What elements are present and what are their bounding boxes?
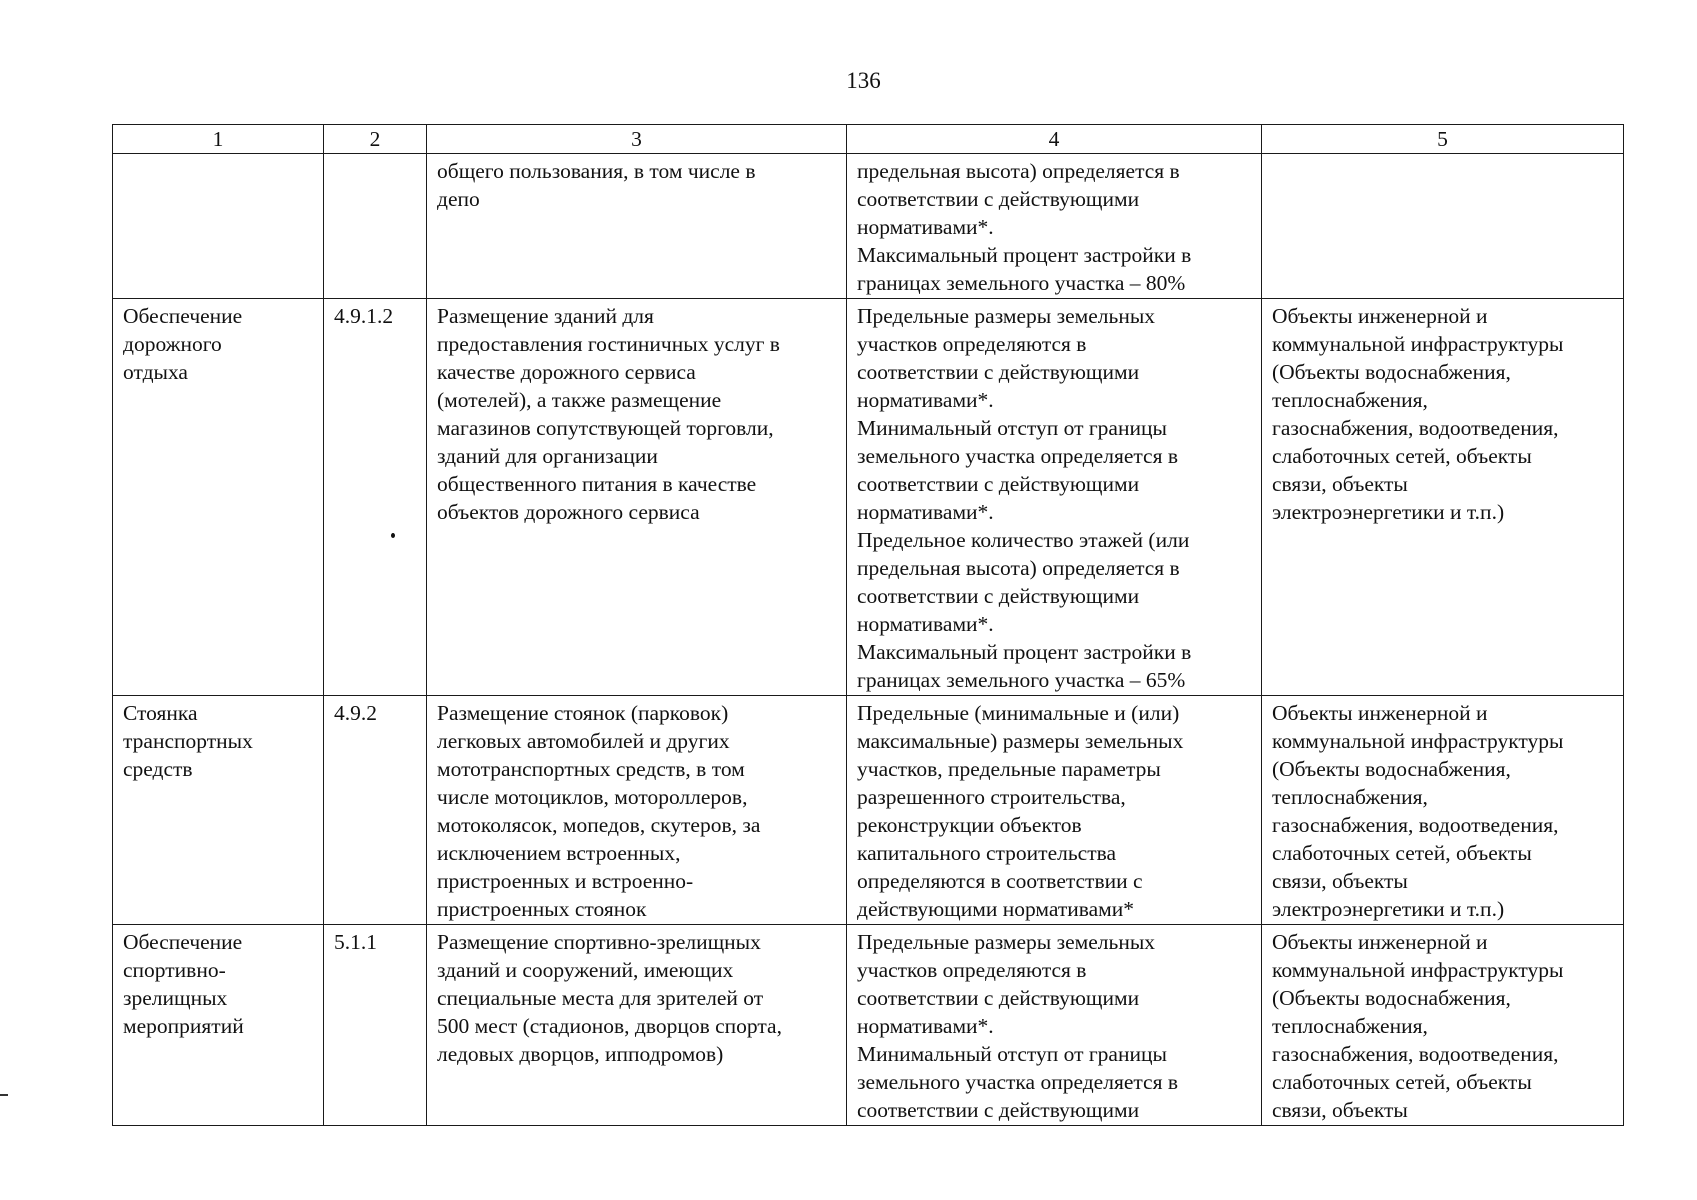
use-description: Размещение стоянок (парковок) легковых автомобилей и других мототранспортных средств, в том числе мотоциклов, мотороллеров, мотоколясок, мопедов, скутеров, за исключением встроенных, пристроенных и встроенно- пристроенных стоянок [437,701,761,921]
use-code-cell [324,154,427,299]
table-row [113,154,1624,299]
use-parameters-cell [847,154,1262,299]
scan-dot-mark [391,533,395,538]
use-name-cell [113,925,324,1126]
use-infrastructure-cell [1262,154,1624,299]
use-code: 5.1.1 [334,930,377,954]
use-parameters: Предельные размеры земельных участков определяются в соответствии с действующими нормативами*. Минимальный отступ от границы земельного участка определяется в соответствии с действующими [857,930,1178,1122]
use-parameters-cell [847,299,1262,696]
use-parameters: Предельные размеры земельных участков определяются в соответствии с действующими нормативами*. Минимальный отступ от границы земельного участка определяется в соответствии с действующими нормативами*. Предельное количество этажей (или предельная высота) определяется в соответствии с действующими нормативами*. Максимальный процент застройки в границах земельного участка – 65% [857,304,1192,692]
column-header-2: 2 [324,125,427,154]
use-description: Размещение спортивно-зрелищных зданий и сооружений, имеющих специальные места для зрителей от 500 мест (стадионов, дворцов спорта, ледовых дворцов, ипподромов) [437,930,782,1066]
use-code-cell [324,299,427,696]
use-description-cell [427,154,847,299]
use-parameters: предельная высота) определяется в соответствии с действующими нормативами*. Максимальный процент застройки в границах земельного участка – 80% [857,159,1192,295]
use-description-cell [427,696,847,925]
land-use-table [112,124,1624,1126]
use-parameters-cell [847,925,1262,1126]
use-infrastructure-cell [1262,696,1624,925]
use-infrastructure: Объекты инженерной и коммунальной инфраструктуры (Объекты водоснабжения, теплоснабжения, газоснабжения, водоотведения, слаботочных сетей, объекты связи, объекты [1272,930,1564,1122]
use-name: Обеспечение спортивно- зрелищных мероприятий [123,930,244,1038]
column-header-4: 4 [847,125,1262,154]
use-name: Обеспечение дорожного отдыха [123,304,243,384]
use-code: 4.9.1.2 [334,304,394,328]
column-header-3: 3 [427,125,847,154]
use-name-cell [113,299,324,696]
table-row [113,696,1624,925]
use-name: Стоянка транспортных средств [123,701,253,781]
table-header-row [113,125,1624,154]
use-infrastructure-cell [1262,925,1624,1126]
use-name-cell [113,154,324,299]
use-code: 4.9.2 [334,701,377,725]
column-header-5: 5 [1262,125,1624,154]
margin-tick-mark [0,1094,8,1096]
use-infrastructure: Объекты инженерной и коммунальной инфраструктуры (Объекты водоснабжения, теплоснабжения, газоснабжения, водоотведения, слаботочных сетей, объекты связи, объекты электроэнергетики и т.п.) [1272,304,1564,524]
use-description-cell [427,925,847,1126]
use-code-cell [324,696,427,925]
table-row [113,299,1624,696]
use-description: общего пользования, в том числе в депо [437,159,756,211]
use-parameters-cell [847,696,1262,925]
column-header-1: 1 [113,125,324,154]
use-description: Размещение зданий для предоставления гостиничных услуг в качестве дорожного сервиса (мотелей), а также размещение магазинов сопутствующей торговли, зданий для организации общественного питания в качестве объектов дорожного сервиса [437,304,780,524]
use-infrastructure-cell [1262,299,1624,696]
use-parameters: Предельные (минимальные и (или) максимальные) размеры земельных участков, предельные параметры разрешенного строительства, реконструкции объектов капитального строительства определяются в соответствии с действующими нормативами* [857,701,1184,921]
table-row [113,925,1624,1126]
use-code-cell [324,925,427,1126]
page-number: 136 [846,68,881,93]
use-description-cell [427,299,847,696]
use-name-cell [113,696,324,925]
use-infrastructure: Объекты инженерной и коммунальной инфраструктуры (Объекты водоснабжения, теплоснабжения, газоснабжения, водоотведения, слаботочных сетей, объекты связи, объекты электроэнергетики и т.п.) [1272,701,1564,921]
